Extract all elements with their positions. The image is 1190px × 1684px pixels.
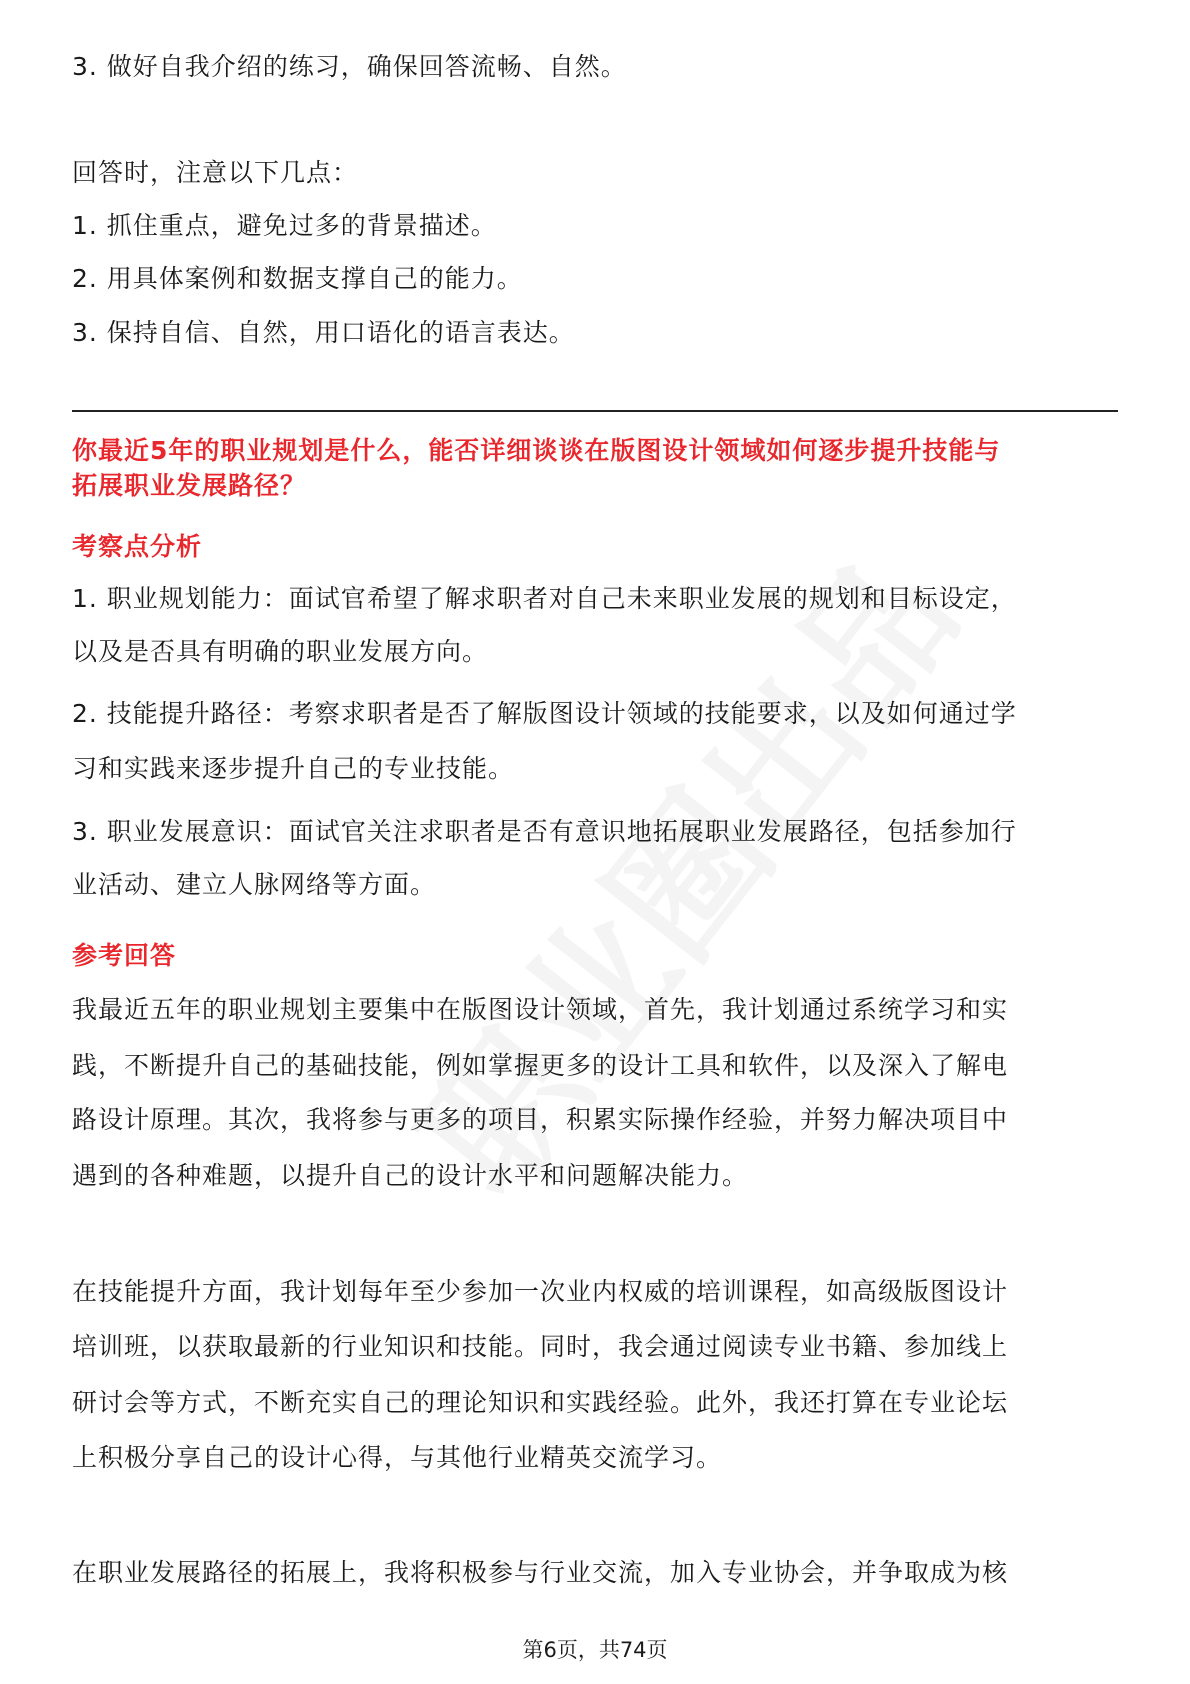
answer-heading: 参考回答 xyxy=(72,941,177,970)
text-line: 践，不断提升自己的基础技能，例如掌握更多的设计工具和软件，以及深入了解电 xyxy=(72,1051,1009,1080)
question-title: 你最近5年的职业规划是什么，能否详细谈谈在版图设计领域如何逐步提升技能与 xyxy=(72,436,1001,465)
text-line: 1. 职业规划能力：面试官希望了解求职者对自己未来职业发展的规划和目标设定， xyxy=(72,584,1017,613)
text-line: 业活动、建立人脉网络等方面。 xyxy=(72,870,437,899)
text-line: 3. 保持自信、自然，用口语化的语言表达。 xyxy=(72,318,575,347)
text-line: 遇到的各种难题，以提升自己的设计水平和问题解决能力。 xyxy=(72,1161,749,1190)
question-title: 拓展职业发展路径？ xyxy=(72,471,307,500)
analysis-heading: 考察点分析 xyxy=(72,532,203,561)
text-line: 上积极分享自己的设计心得，与其他行业精英交流学习。 xyxy=(72,1443,723,1472)
text-line: 回答时，注意以下几点： xyxy=(72,158,359,187)
divider xyxy=(72,410,1118,412)
text-line: 2. 技能提升路径：考察求职者是否了解版图设计领域的技能要求，以及如何通过学 xyxy=(72,699,1017,728)
text-line: 在技能提升方面，我计划每年至少参加一次业内权威的培训课程，如高级版图设计 xyxy=(72,1277,1009,1306)
page-number: 第6页，共74页 xyxy=(522,1638,668,1662)
text-line: 3. 职业发展意识：面试官关注求职者是否有意识地拓展职业发展路径，包括参加行 xyxy=(72,817,1017,846)
text-line: 以及是否具有明确的职业发展方向。 xyxy=(72,637,489,666)
text-line: 3. 做好自我介绍的练习，确保回答流畅、自然。 xyxy=(72,52,627,81)
text-line: 我最近五年的职业规划主要集中在版图设计领域，首先，我计划通过系统学习和实 xyxy=(72,995,1009,1024)
text-line: 培训班，以获取最新的行业知识和技能。同时，我会通过阅读专业书籍、参加线上 xyxy=(72,1332,1009,1361)
text-line: 习和实践来逐步提升自己的专业技能。 xyxy=(72,754,515,783)
text-line: 路设计原理。其次，我将参与更多的项目，积累实际操作经验，并努力解决项目中 xyxy=(72,1105,1009,1134)
text-line: 在职业发展路径的拓展上，我将积极参与行业交流，加入专业协会，并争取成为核 xyxy=(72,1558,1009,1587)
text-line: 研讨会等方式，不断充实自己的理论知识和实践经验。此外，我还打算在专业论坛 xyxy=(72,1388,1009,1417)
text-line: 2. 用具体案例和数据支撑自己的能力。 xyxy=(72,264,523,293)
text-line: 1. 抓住重点，避免过多的背景描述。 xyxy=(72,211,497,240)
